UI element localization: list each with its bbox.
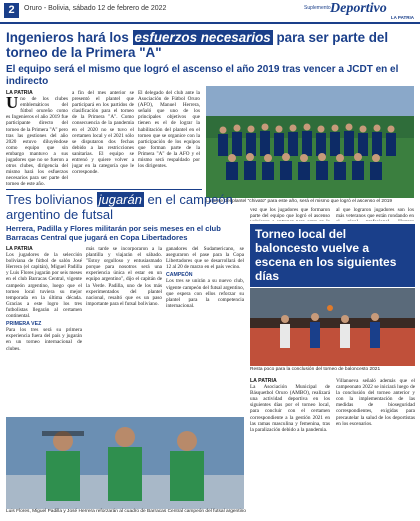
article1-col1: LA PATRIA U no de los clubes emblemáticos del fútbol orureño como es Ingenieros el año 2019 fue participante directo del torneo de la Primera "A" pero tras las gestiones del año 2020 estuvo diluyéndose como equipo que sin embargo mantuvo a sus jugadores que no se fueron a otros clubes, dirigencia del mismo hará los esfuerzos necesarios para ser parte del torneo de este año. xyxy=(6,90,68,186)
article3-col2: Villanueva señaló además que el campeonato 2022 se iniciará luego de la conclusión del torneo anterior y con la implementación de las medidas de bioseguridad correspondientes, exigidas para precautelar la salud de los deportistas en los escenarios. xyxy=(336,378,415,427)
section-divider xyxy=(6,189,202,190)
supplement-logo xyxy=(304,2,414,22)
article1-subhead: El equipo será el mismo que logró el ascenso el año 2019 tras vencer a JCDT en el indirecto xyxy=(6,64,399,87)
futsal-players-photo xyxy=(6,417,244,509)
article1-headline: Ingenieros hará los esfuerzos necesarios para ser parte del torneo de la Primera "A" xyxy=(6,30,389,60)
logo-prefix: Suplemento xyxy=(304,5,331,11)
team-photo-image xyxy=(206,86,414,198)
page-number: 2 xyxy=(4,3,19,18)
futsal-players-caption: Luis Flores, Miguel Padilla y José Herrera reforzarán al cuadro de Barracas Central campeón del futsal argentino xyxy=(6,509,246,514)
article1-col3: El delegado del club ante la Asociación de Fútbol Oruro (AFO), Manuel Herrera, señaló que uno de los principales objetivos que tienen es el de lograr la habilitación del plantel en el torneo que se organice con la participación de los equipos que forman parte de la Primera "A" de la AFO y el mismo será respaldado por los dirigentes. xyxy=(138,90,200,170)
article1-col2: a fin del mes anterior se presentó el plantel que participará en los partidos de clasificación para el torneo de la Primera "A". Como consecuencia de la pandemia en el 2020 no se tuvo el certamen local y el 2021 sólo se disputaron dos fechas debido a las restricciones sanitarias. El equipo se entrenó y quiere volver a jugar en la categoría que le corresponde. xyxy=(72,90,134,176)
logo-sub: LA PATRIA xyxy=(390,15,414,20)
logo-main: Deportivo xyxy=(330,1,387,16)
article3-col1: LA PATRIA La Asociación Municipal de Básquetbol Oruro (AMBO), realizará una actividad deportiva en los siguientes días por el torneo local, para concluir con el certamen correspondiente a la gestión 2021 en las ramas masculina y femenina, tras la paralización debido a la pandemia. xyxy=(250,378,330,433)
date-line: Oruro - Bolivia, sábado 12 de febrero de 2022 xyxy=(24,5,167,12)
basketball-caption: Resta poco para la conclusión del torneo de baloncesto 2021 xyxy=(250,367,381,372)
article1-col4: vez que los jugadores que formaron parte del equipo que logró el ascenso xyxy=(250,207,330,220)
team-photo-caption: La base del plantel "chivato" para este año, será el mismo que logró el ascenso el 2019 xyxy=(206,199,393,204)
basketball-photo xyxy=(250,288,415,366)
article2-col2: más tarde se incorporaron a la plantilla y viajarán el sábado. "Estoy orgulloso y entusiasmado porque para nosotros será una experiencia única el estar en un equipo argentino", dijo el capitán de la Verde. Padilla, uno de los más experimentados del plantel nacional, resaltó que es un paso importante para el futsal boliviano. xyxy=(86,246,162,307)
article3-headline: Torneo local del baloncesto vuelve a escena en los siguientes días xyxy=(250,224,415,287)
article2-subhead: Herrera, Padilla y Flores militarán por seis meses en el club Barracas Central que jugará en Copa Libertadores xyxy=(6,224,221,242)
article2-headline: Tres bolivianos jugarán en el campeón argentino de futsal xyxy=(6,192,233,222)
article2-col3: ganadores del Sudamericano, se aseguraron el pase para la Copa Libertadores que se desarrollará del 12 al 20 de marzo en el país vecino. CAMPEÓN Los tres se unirán a su nuevo club, vigente campeón del futsal argentino, que espera con ellos reforzar su plantel para la competencia internacional. xyxy=(166,246,244,309)
basketball-image xyxy=(250,288,415,366)
page-header xyxy=(0,0,420,24)
team-photo xyxy=(206,86,414,198)
article2-col1: LA PATRIA Los jugadores de la selección boliviana de fútbol de salón José Herrera (el capitán), Miguel Padilla y Luis Flores jugarán por seis meses en el club Barracas Central, vigente campeón argentino, luego que el torneo local tuviera su mejor temporada en la última década. Gracias a este logro los tres futbolistas llegarán al certamen continental. PRIMERA VEZ Para los tres será su primera experiencia fuera del país y jugarán en un torneo internacional de clubes. xyxy=(6,246,82,352)
futsal-players-image xyxy=(6,417,244,509)
article1-col5: al que lograron jugadores son los más veteranos que están rondando en xyxy=(336,207,414,220)
